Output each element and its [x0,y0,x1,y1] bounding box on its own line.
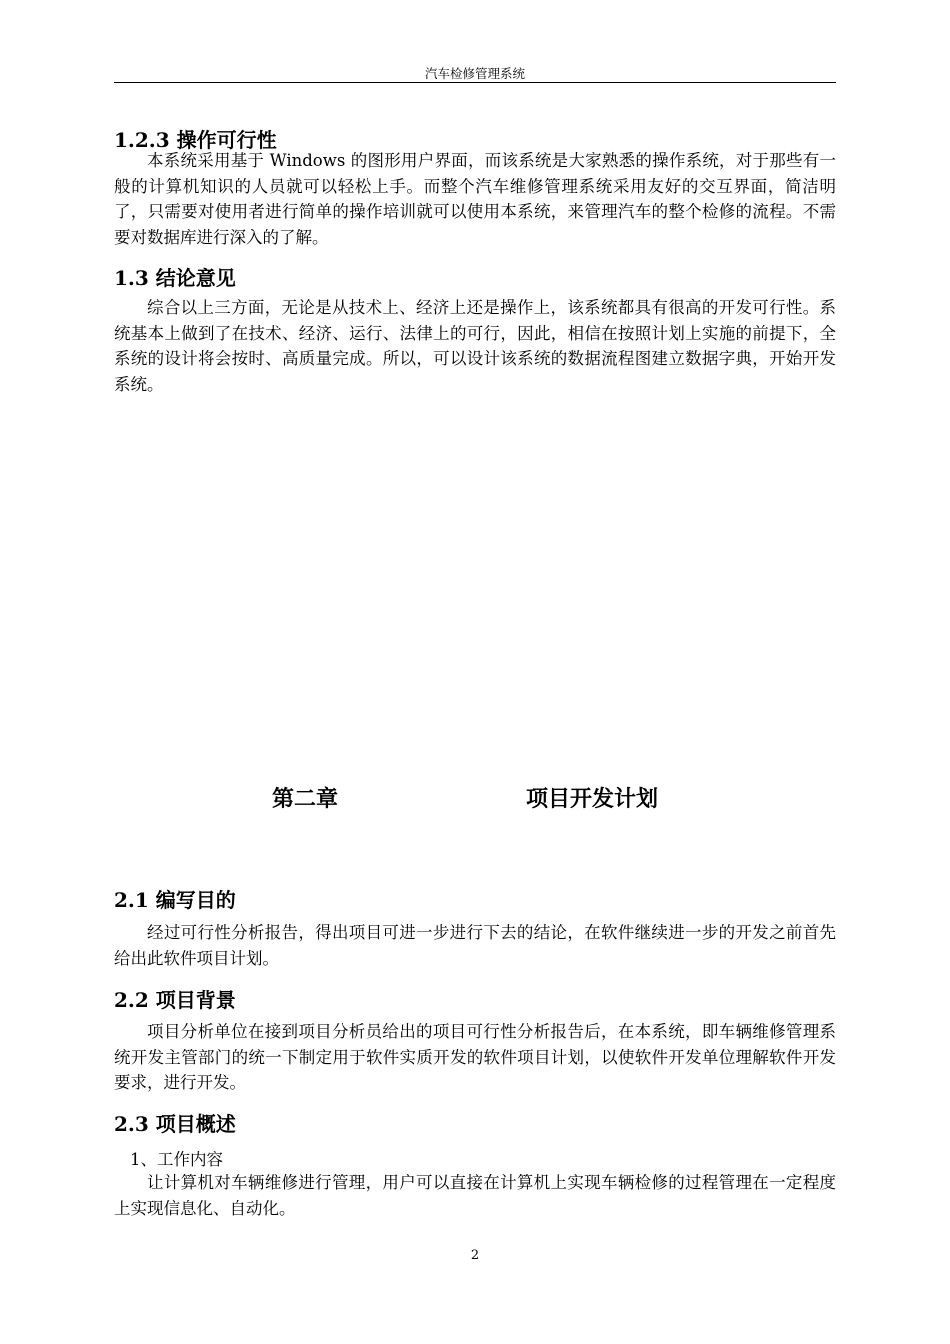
header-divider [114,82,836,83]
chapter-number: 第二章 [272,786,339,812]
list-item-label: 1、工作内容 [130,1150,223,1169]
section-heading-2-3: 2.3 项目概述 [114,1112,236,1136]
section-paragraph-2-2: 项目分析单位在接到项目分析员给出的项目可行性分析报告后，在本系统，即车辆维修管理系统开发主管部门的统一下制定用于软件实质开发的软件项目计划，以使软件开发单位理解软件开发要求，进行开发。 [114,1022,836,1092]
section-heading-2-1: 2.1 编写目的 [114,888,236,912]
section-paragraph-1-2-3: 本系统采用基于 Windows 的图形用户界面，而该系统是大家熟悉的操作系统，对于那些有一般的计算机知识的人员就可以轻松上手。而整个汽车维修管理系统采用友好的交互界面，简洁明了，只需要对使用者进行简单的操作培训就可以使用本系统，来管理汽车的整个检修的流程。不需要对数据库进行深入的了解。 [114,151,836,247]
section-heading-1-2-3: 1.2.3 操作可行性 [114,128,277,152]
section-paragraph-1-3: 综合以上三方面，无论是从技术上、经济上还是操作上，该系统都具有很高的开发可行性。系统基本上做到了在技术、经济、运行、法律上的可行，因此，相信在按照计划上实施的前提下，全系统的设计将会按时、高质量完成。所以，可以设计该系统的数据流程图建立数据字典，开始开发系统。 [114,298,836,394]
section-paragraph-2-1: 经过可行性分析报告，得出项目可进一步进行下去的结论，在软件继续进一步的开发之前首先给出此软件项目计划。 [114,923,836,968]
page-number: 2 [470,1248,480,1263]
page-header-title: 汽车检修管理系统 [424,66,525,81]
chapter-title: 项目开发计划 [526,786,659,812]
section-paragraph-2-3: 让计算机对车辆维修进行管理，用户可以直接在计算机上实现车辆检修的过程管理在一定程度上实现信息化、自动化。 [114,1173,836,1218]
section-heading-1-3: 1.3 结论意见 [114,266,236,290]
section-heading-2-2: 2.2 项目背景 [114,988,236,1012]
